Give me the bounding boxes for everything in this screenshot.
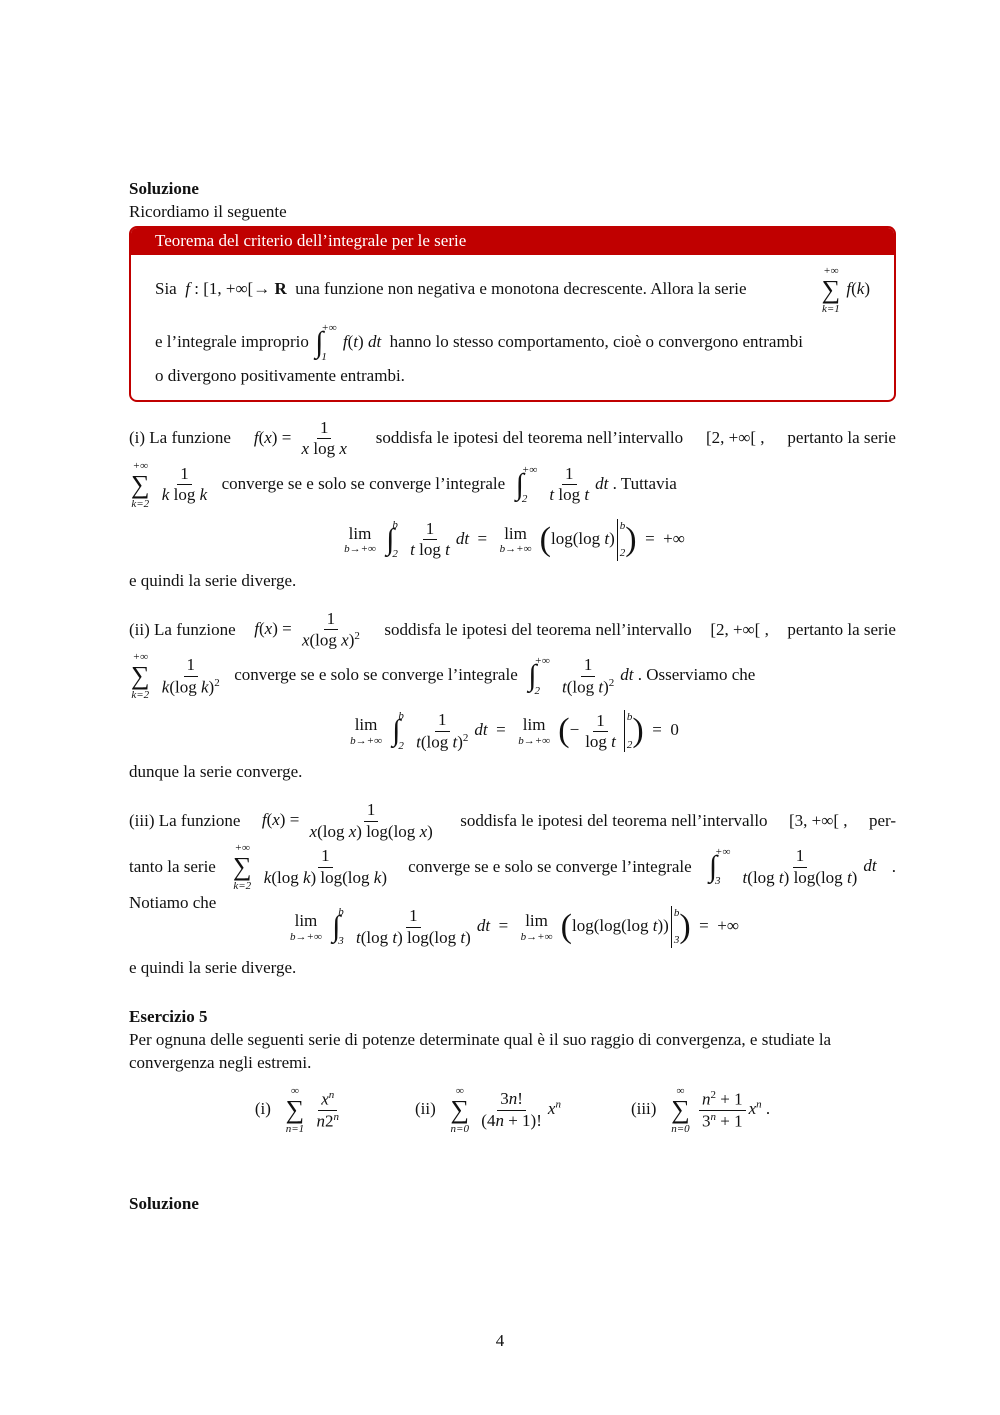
- series-i: (i) ∞ ∑ n=1 $\frac{x^n}{n2^n}$: [254, 1085, 339, 1136]
- part-iii-line-2: tanto la serie +∞ ∑ k=2 $\frac{1}{\text{k(log k) log(log k)}}$ converge se e solo se converge l’integrale ∫ +∞ 3 $\frac{1}{\text{t(log t) log(log t)}}$ dt .: [129, 842, 896, 893]
- part-ii-limit-formula: lim b→+∞ ∫ b 2 $\frac{1}{t(\log t)^2}$ dt = lim b→+∞ (− $\frac{1}{\text{log t}}$ b 2 ) = 0: [350, 710, 679, 752]
- theorem-line-3: o divergono positivamente entrambi.: [155, 366, 405, 385]
- part-iii-note: Notiamo che: [129, 893, 217, 913]
- part-i-line-1: (i) La funzione f(x) = $\frac{1}{\text{x log x}}$ soddisfa le ipotesi del teorema nell’intervallo [2, +∞[ , pertanto la serie: [129, 417, 896, 459]
- exercise-series-list: [129, 1085, 896, 1135]
- part-ii-line-1: (ii) La funzione f(x) = $\frac{1}{x(\log x)^2}$ soddisfa le ipotesi del teorema nell’intervallo [2, +∞[ , pertanto la serie: [129, 608, 896, 650]
- part-i-conclusion: e quindi la serie diverge.: [129, 570, 297, 590]
- exercise-heading: Esercizio 5: [129, 1007, 208, 1027]
- theorem-line-1: Sia f : [1, +∞[→ R una funzione non negativa e monotona decrescente. Allora la serie +∞ ∑ k=1 f(k): [155, 264, 870, 315]
- part-iii-conclusion: e quindi la serie diverge.: [129, 958, 297, 978]
- theorem-line-2: e l’integrale improprio ∫ +∞ 1 f(t) dt hanno lo stesso comportamento, cioè o convergono entrambi: [155, 322, 803, 364]
- part-i-line-2: +∞ ∑ k=2 $\frac{1}{\text{k log k}}$ converge se e solo se converge l’integrale ∫ +∞ 2 $\frac{1}{\text{t log t}}$ dt . Tuttavia: [131, 459, 677, 510]
- theorem-series-formula: +∞ ∑ k=1 f(k): [821, 264, 870, 315]
- page-content: [129, 178, 896, 1216]
- theorem-title: Teorema del criterio dell’integrale per le serie: [131, 228, 894, 255]
- theorem-integral: ∫ +∞ 1: [315, 322, 337, 364]
- theorem-box: [129, 226, 896, 402]
- part-iii-line-1: (iii) La funzione f(x) = $\frac{1}{\text{x(log x) log(log x)}}$ soddisfa le ipotesi del teorema nell’intervallo [3, +∞[ , per-: [129, 800, 896, 841]
- part-ii-line-2: +∞ ∑ k=2 $\frac{1}{k(\log k)^2}$ converge se e solo se converge l’integrale ∫ +∞ 2 $\frac{1}{t(\log t)^2}$ dt . Osserviamo che: [131, 651, 756, 702]
- solution-heading-2: Soluzione: [129, 1194, 199, 1214]
- part-iii-limit-formula: lim b→+∞ ∫ b 3 $\frac{1}{\text{t(log t) log(log t)}}$ dt = lim b→+∞ (log(log(log t)) b 3 ) = +∞: [290, 906, 739, 948]
- solution-heading: Soluzione: [129, 179, 199, 198]
- page-number: 4: [495, 1331, 505, 1350]
- series-iii: (iii) ∞ ∑ n=0 $\frac{n^2 + 1}{3^n + 1}$ $x^n$ .: [630, 1085, 771, 1136]
- series-ii: (ii) ∞ ∑ n=0 $\frac{3n!}{(4n + 1)!}$ $x^n$: [414, 1085, 561, 1136]
- intro-text: Ricordiamo il seguente: [129, 201, 287, 221]
- part-i-limit-formula: lim b→+∞ ∫ b 2 $\frac{1}{\text{t log t}}$ dt = lim b→+∞ (log(log t) b 2 ) = +∞: [344, 518, 685, 561]
- exercise-text: Per ognuna delle seguenti serie di potenze determinate qual è il suo raggio di convergenza, e studiate la convergenza negli estremi.: [129, 1030, 832, 1073]
- theorem-body: [131, 255, 894, 400]
- part-ii-conclusion: dunque la serie converge.: [129, 762, 303, 782]
